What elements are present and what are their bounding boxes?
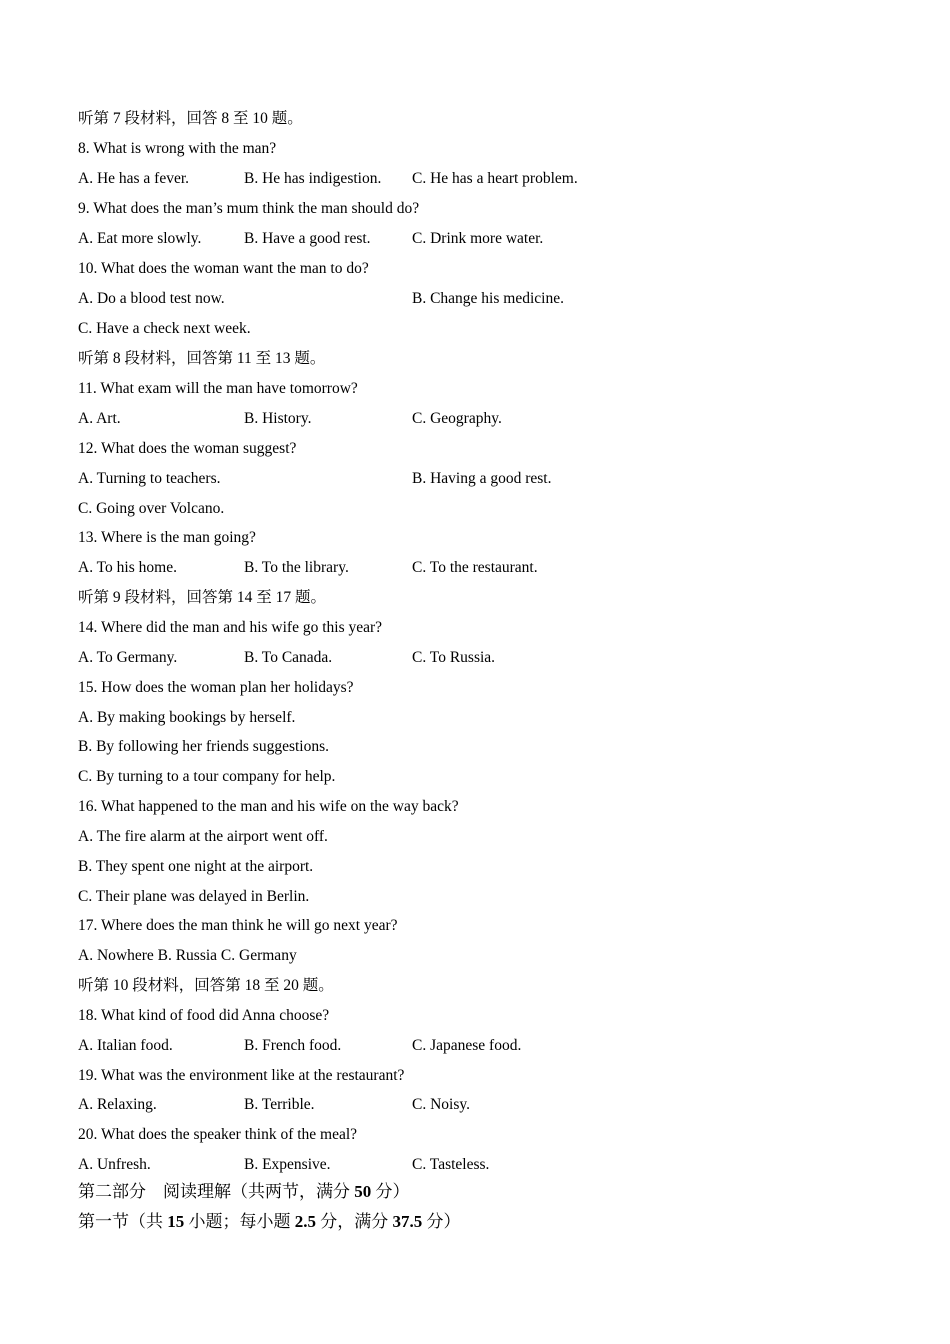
option-19c: C. Noisy.: [412, 1096, 470, 1113]
option-14a: A. To Germany.: [78, 649, 178, 666]
option-15a: A. By making bookings by herself.: [78, 709, 296, 726]
section-1-text-2: 小题；每小题: [184, 1212, 295, 1231]
option-16a: A. The fire alarm at the airport went off.: [78, 828, 328, 845]
option-10c: C. Have a check next week.: [78, 320, 251, 337]
section-1-heading: [78, 1211, 461, 1233]
option-10a: A. Do a blood test now.: [78, 290, 225, 307]
question-9: 9. What does the man’s mum think the man should do?: [78, 200, 420, 217]
option-13b: B. To the library.: [244, 559, 349, 576]
question-15: 15. How does the woman plan her holidays?: [78, 679, 354, 696]
option-11a: A. Art.: [78, 410, 121, 427]
part-2-text-2: 分）: [371, 1182, 410, 1201]
section-9-header: 听第 9 段材料，回答第 14 至 17 题。: [78, 589, 327, 606]
section-1-each-score: 2.5: [294, 1212, 316, 1231]
option-18b: B. French food.: [244, 1037, 342, 1054]
option-16c: C. Their plane was delayed in Berlin.: [78, 888, 310, 905]
section-1-text-1: 第一节（共: [78, 1212, 168, 1231]
question-19: 19. What was the environment like at the restaurant?: [78, 1067, 405, 1084]
option-12c: C. Going over Volcano.: [78, 500, 225, 517]
option-15c: C. By turning to a tour company for help.: [78, 768, 336, 785]
section-8-header: 听第 8 段材料，回答第 11 至 13 题。: [78, 350, 326, 367]
option-12b: B. Having a good rest.: [412, 470, 552, 487]
part-2-text-1: 第二部分 阅读理解（共两节，满分: [78, 1182, 355, 1201]
option-20a: A. Unfresh.: [78, 1156, 151, 1173]
option-11c: C. Geography.: [412, 410, 502, 427]
option-15b: B. By following her friends suggestions.: [78, 738, 329, 755]
question-8: 8. What is wrong with the man?: [78, 140, 277, 157]
option-14c: C. To Russia.: [412, 649, 496, 666]
option-8b: B. He has indigestion.: [244, 170, 382, 187]
question-14: 14. Where did the man and his wife go this year?: [78, 619, 383, 636]
question-13: 13. Where is the man going?: [78, 529, 256, 546]
question-17-options: A. Nowhere B. Russia C. Germany: [78, 947, 297, 964]
section-10-header: 听第 10 段材料，回答第 18 至 20 题。: [78, 977, 334, 994]
option-18c: C. Japanese food.: [412, 1037, 522, 1054]
section-1-count: 15: [167, 1212, 185, 1231]
option-11b: B. History.: [244, 410, 312, 427]
section-1-text-3: 分，满分: [316, 1212, 393, 1231]
option-13a: A. To his home.: [78, 559, 177, 576]
question-16: 16. What happened to the man and his wife on the way back?: [78, 798, 459, 815]
section-1-text-4: 分）: [422, 1212, 461, 1231]
question-11: 11. What exam will the man have tomorrow?: [78, 380, 358, 397]
part-2-heading: [78, 1181, 410, 1203]
option-19a: A. Relaxing.: [78, 1096, 157, 1113]
question-17: 17. Where does the man think he will go next year?: [78, 917, 398, 934]
option-18a: A. Italian food.: [78, 1037, 173, 1054]
part-2-score: 50: [354, 1182, 372, 1201]
option-19b: B. Terrible.: [244, 1096, 315, 1113]
question-20: 20. What does the speaker think of the meal?: [78, 1126, 358, 1143]
section-7-header: 听第 7 段材料，回答 8 至 10 题。: [78, 110, 303, 127]
option-9a: A. Eat more slowly.: [78, 230, 202, 247]
option-8c: C. He has a heart problem.: [412, 170, 578, 187]
option-10b: B. Change his medicine.: [412, 290, 564, 307]
option-8a: A. He has a fever.: [78, 170, 190, 187]
option-14b: B. To Canada.: [244, 649, 333, 666]
option-12a: A. Turning to teachers.: [78, 470, 221, 487]
option-9c: C. Drink more water.: [412, 230, 544, 247]
option-9b: B. Have a good rest.: [244, 230, 371, 247]
question-10: 10. What does the woman want the man to do?: [78, 260, 369, 277]
option-20c: C. Tasteless.: [412, 1156, 490, 1173]
section-1-total-score: 37.5: [392, 1212, 423, 1231]
question-12: 12. What does the woman suggest?: [78, 440, 297, 457]
option-13c: C. To the restaurant.: [412, 559, 538, 576]
question-18: 18. What kind of food did Anna choose?: [78, 1007, 330, 1024]
option-20b: B. Expensive.: [244, 1156, 331, 1173]
option-16b: B. They spent one night at the airport.: [78, 858, 314, 875]
